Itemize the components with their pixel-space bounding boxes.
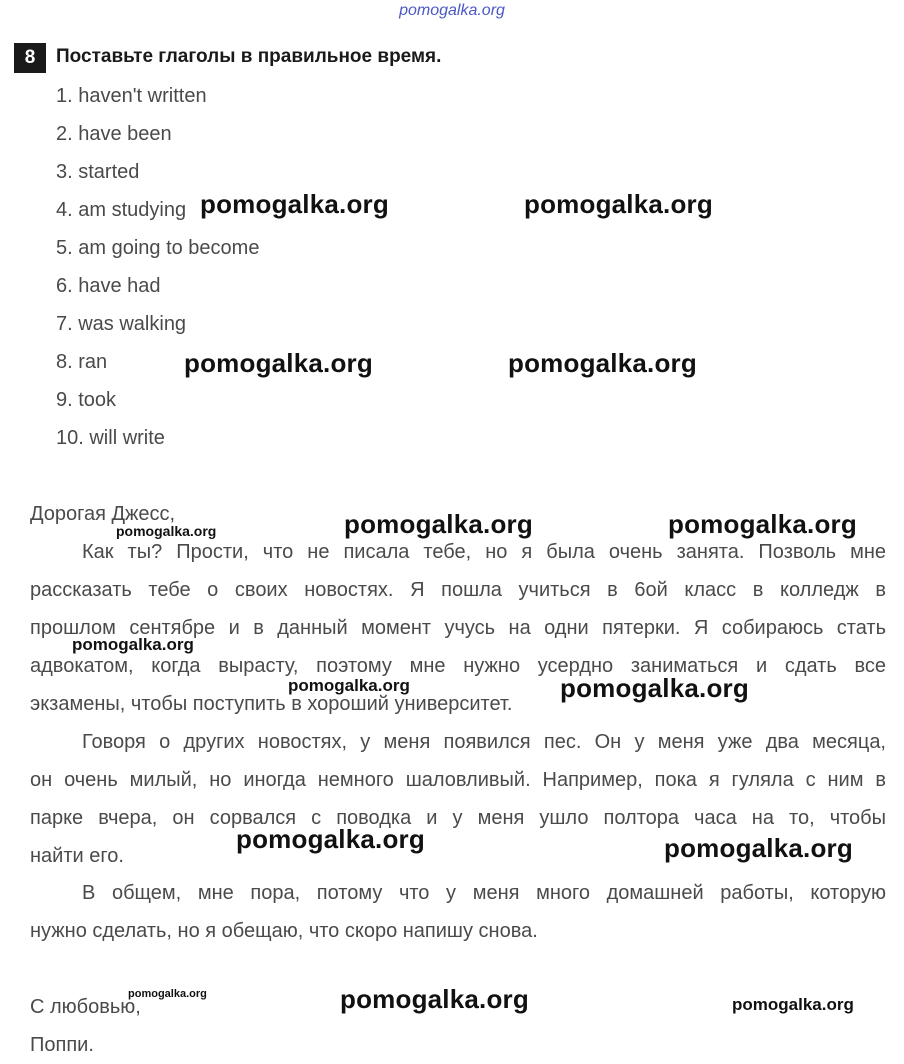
watermark: pomogalka.org (288, 676, 410, 695)
watermark: pomogalka.org (668, 509, 857, 539)
watermark: pomogalka.org (116, 523, 217, 539)
letter-signature: Поппи. (30, 1034, 94, 1056)
letter-line: Говоря о других новостях, у меня появился пес. Он у меня уже два месяца, (82, 731, 886, 753)
letter-line: рассказать тебе о своих новостях. Я пошла учиться в 6ой класс в колледж в (30, 579, 886, 601)
letter-line: найти его. (30, 845, 124, 867)
answer-item: 8. ran (56, 351, 108, 373)
letter-line: экзамены, чтобы поступить в хороший университет. (30, 693, 513, 715)
watermark: pomogalka.org (524, 189, 713, 219)
watermark: pomogalka.org (340, 984, 529, 1014)
letter-line: прошлом сентябре и в данный момент учусь на одни пятерки. Я собираюсь стать (30, 617, 886, 639)
answer-item: 5. am going to become (56, 237, 260, 259)
watermark: pomogalka.org (200, 189, 389, 219)
answer-item: 10. will write (56, 427, 165, 449)
watermark: pomogalka.org (664, 833, 853, 863)
letter-line: нужно сделать, но я обещаю, что скоро напишу снова. (30, 920, 538, 942)
task-number-badge: 8 (14, 43, 46, 73)
task-title: Поставьте глаголы в правильное время. (56, 46, 442, 67)
answer-item: 6. have had (56, 275, 161, 297)
letter-line: Как ты? Прости, что не писала тебе, но я была очень занята. Позволь мне (82, 541, 886, 563)
answer-item: 1. haven't written (56, 85, 207, 107)
letter-greeting: Дорогая Джесс, (30, 503, 176, 525)
letter-line: В общем, мне пора, потому что у меня много домашней работы, которую (82, 882, 886, 904)
letter-line: парке вчера, он сорвался с поводка и у меня ушло полтора часа на то, чтобы (30, 807, 886, 829)
watermark: pomogalka.org (508, 348, 697, 378)
watermark: pomogalka.org (344, 509, 533, 539)
watermark: pomogalka.org (732, 995, 854, 1014)
answer-item: 4. am studying (56, 199, 187, 221)
watermark: pomogalka.org (236, 824, 425, 854)
answer-item: 9. took (56, 389, 117, 411)
watermark: pomogalka.org (128, 988, 207, 1000)
answer-item: 3. started (56, 161, 140, 183)
letter-line: он очень милый, но иногда немного шаловливый. Например, пока я гуляла с ним в (30, 769, 886, 791)
watermark: pomogalka.org (184, 348, 373, 378)
watermark: pomogalka.org (72, 635, 194, 654)
letter-line: адвокатом, когда вырасту, поэтому мне нужно усердно заниматься и сдать все (30, 655, 886, 677)
answer-item: 2. have been (56, 123, 172, 145)
letter-closing: С любовью, (30, 996, 141, 1018)
answer-item: 7. was walking (56, 313, 187, 335)
top-watermark: pomogalka.org (399, 2, 505, 19)
watermark: pomogalka.org (560, 673, 749, 703)
